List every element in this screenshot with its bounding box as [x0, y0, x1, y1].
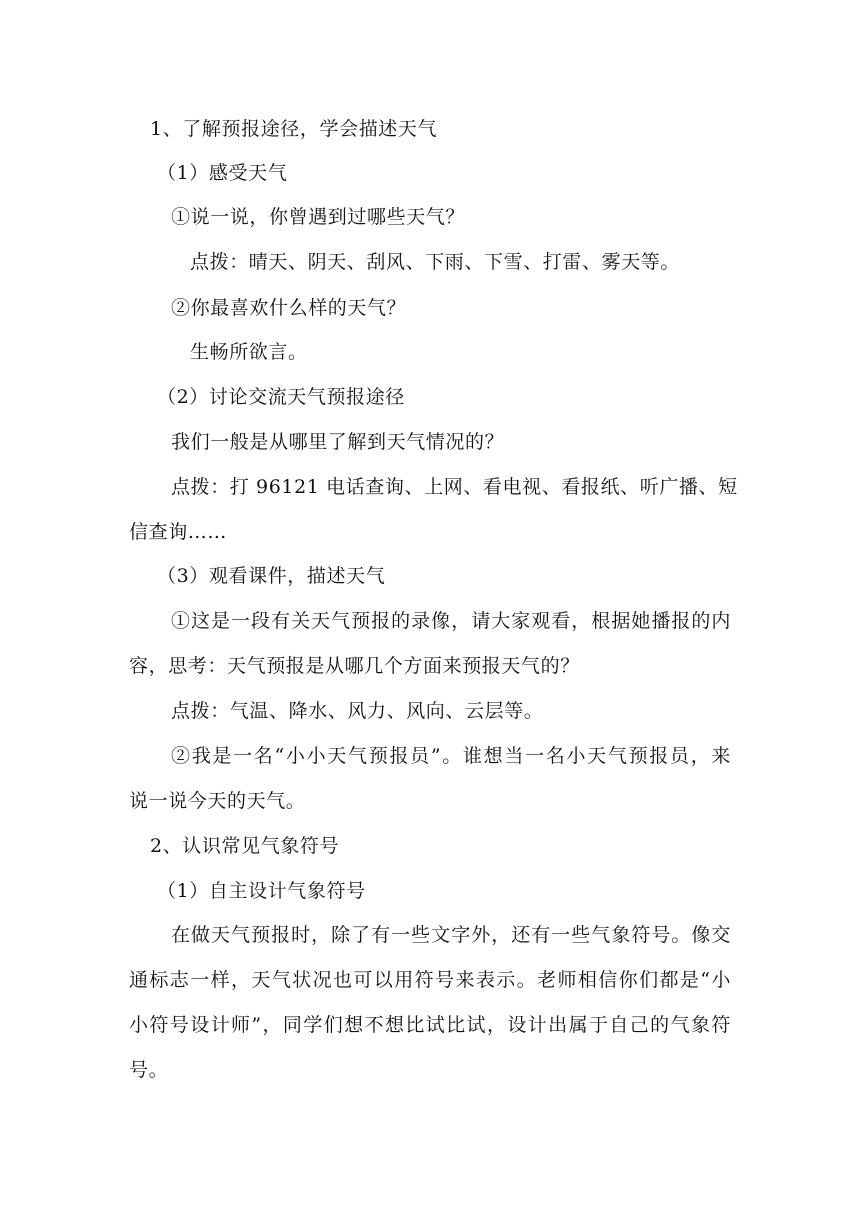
- paragraph-line: 小符号设计师”，同学们想不想比试比试，设计出属于自己的气象符: [129, 1014, 731, 1036]
- hint-line: 点拨：打 96121 电话查询、上网、看电视、看报纸、听广播、短: [171, 476, 738, 498]
- subsection-1-2-heading: （2）讨论交流天气预报途径: [157, 386, 405, 408]
- paragraph-line: 容，思考：天气预报是从哪几个方面来预报天气的？: [129, 655, 580, 677]
- answer-line: 生畅所欲言。: [190, 341, 308, 363]
- paragraph-line: 在做天气预报时，除了有一些文字外，还有一些气象符号。像交: [171, 924, 731, 946]
- paragraph-line: 号。: [129, 1059, 169, 1081]
- subsection-1-1-heading: （1）感受天气: [157, 162, 288, 184]
- hint-line: 点拨：气温、降水、风力、风向、云层等。: [171, 700, 544, 722]
- paragraph-line: 通标志一样，天气状况也可以用符号来表示。老师相信你们都是“小: [129, 969, 731, 991]
- question-line: ①说一说，你曾遇到过哪些天气？: [171, 206, 466, 228]
- subsection-2-1-heading: （1）自主设计气象符号: [157, 880, 366, 902]
- paragraph-line: 说一说今天的天气。: [129, 790, 306, 812]
- section-1-heading: 1、了解预报途径，学会描述天气: [150, 118, 438, 140]
- paragraph-line: ②我是一名“小小天气预报员”。谁想当一名小天气预报员，来: [171, 745, 731, 767]
- section-2-heading: 2、认识常见气象符号: [150, 835, 340, 857]
- subsection-1-3-heading: （3）观看课件，描述天气: [157, 565, 386, 587]
- paragraph-line: ①这是一段有关天气预报的录像，请大家观看，根据她播报的内: [171, 610, 731, 632]
- hint-line-continued: 信查询……: [129, 521, 228, 543]
- question-line: ②你最喜欢什么样的天气？: [171, 297, 407, 319]
- question-line: 我们一般是从哪里了解到天气情况的？: [171, 431, 505, 453]
- hint-line: 点拨：晴天、阴天、刮风、下雨、下雪、打雷、雾天等。: [190, 251, 681, 273]
